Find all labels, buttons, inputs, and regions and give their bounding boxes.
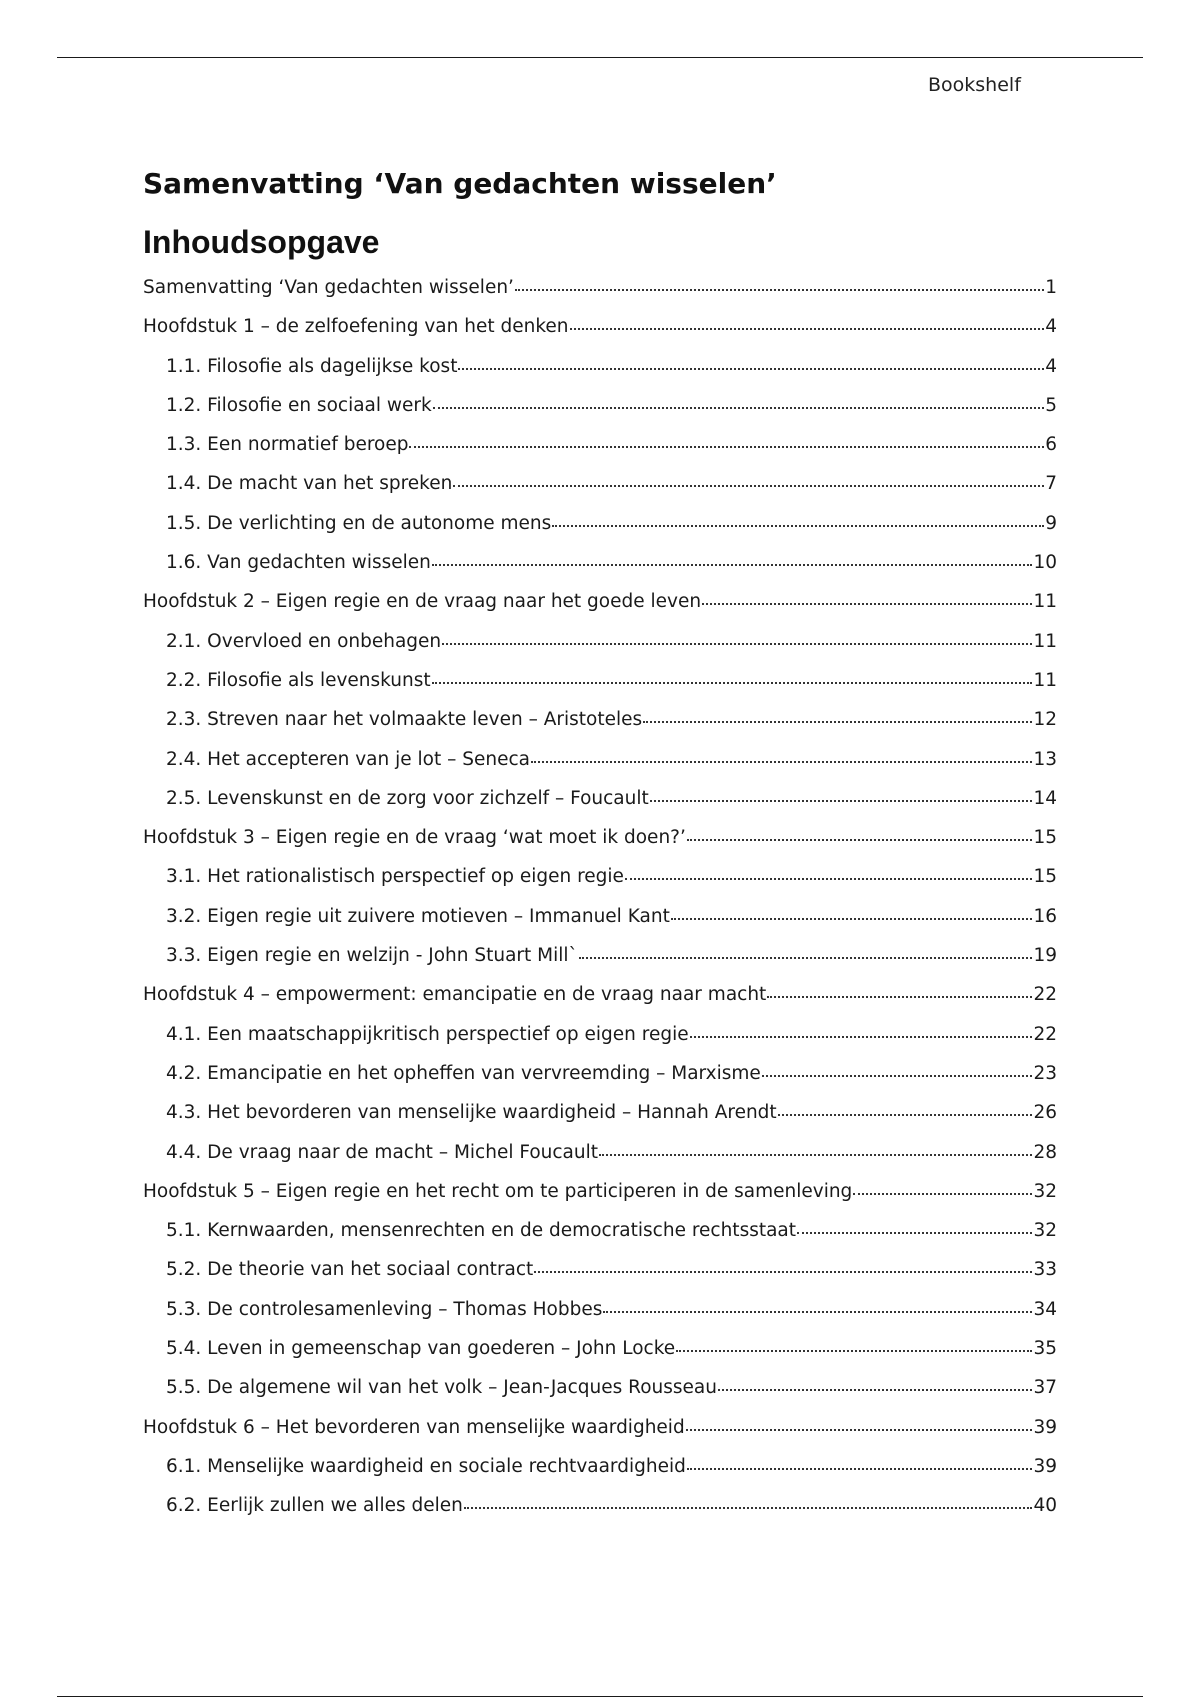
toc-entry-section[interactable] [143, 670, 1057, 709]
toc-dot-leader [778, 1113, 1033, 1116]
toc-entry-chapter[interactable] [143, 316, 1057, 355]
toc-page-number: 32 [1033, 1180, 1057, 1202]
table-of-contents [143, 277, 1057, 1535]
toc-page-number: 9 [1045, 512, 1057, 534]
toc-entry-title: 2.3. Streven naar het volmaakte leven – Aristoteles [166, 709, 643, 731]
toc-dot-leader [687, 838, 1033, 841]
toc-entry-section[interactable] [143, 434, 1057, 473]
toc-entry-chapter[interactable] [143, 984, 1057, 1023]
toc-dot-leader [762, 1074, 1033, 1077]
toc-page-number: 32 [1033, 1220, 1057, 1242]
toc-page-number: 12 [1033, 709, 1057, 731]
toc-dot-leader [442, 642, 1032, 645]
toc-page-number: 11 [1033, 669, 1057, 691]
toc-entry-title: 4.2. Emancipatie en het opheffen van vervreemding – Marxisme [166, 1062, 761, 1084]
toc-dot-leader [671, 917, 1033, 920]
toc-page-number: 22 [1033, 984, 1057, 1006]
toc-dot-leader [409, 445, 1044, 448]
toc-dot-leader [853, 1192, 1032, 1195]
toc-entry-title: 2.2. Filosofie als levenskunst [166, 669, 431, 691]
toc-entry-title: 1.5. De verlichting en de autonome mens [166, 512, 552, 534]
toc-entry-section[interactable] [143, 1259, 1057, 1298]
toc-entry-title: 5.1. Kernwaarden, mensenrechten en de democratische rechtsstaat [166, 1220, 797, 1242]
toc-page-number: 5 [1045, 394, 1057, 416]
toc-entry-section[interactable] [143, 552, 1057, 591]
toc-entry-title: 5.3. De controlesamenleving – Thomas Hobbes [166, 1298, 603, 1320]
toc-dot-leader [702, 602, 1032, 605]
toc-dot-leader [690, 1035, 1033, 1038]
toc-entry-section[interactable] [143, 906, 1057, 945]
toc-entry-section[interactable] [143, 631, 1057, 670]
toc-dot-leader [515, 288, 1044, 291]
toc-entry-title: 1.6. Van gedachten wisselen [166, 552, 431, 574]
toc-dot-leader [552, 524, 1044, 527]
toc-page-number: 35 [1033, 1338, 1057, 1360]
toc-entry-title: 4.4. De vraag naar de macht – Michel Foucault [166, 1141, 599, 1163]
toc-page-number: 15 [1033, 827, 1057, 849]
toc-entry-chapter[interactable] [143, 1181, 1057, 1220]
running-header: Bookshelf [928, 74, 1021, 96]
toc-entry-title: 5.2. De theorie van het sociaal contract [166, 1259, 534, 1281]
toc-entry-title: 3.1. Het rationalistisch perspectief op eigen regie [166, 866, 624, 888]
toc-dot-leader [534, 1270, 1032, 1273]
toc-dot-leader [643, 720, 1032, 723]
toc-entry-chapter[interactable] [143, 827, 1057, 866]
toc-entry-section[interactable] [143, 1456, 1057, 1495]
toc-entry-chapter[interactable] [143, 591, 1057, 630]
toc-page-number: 13 [1033, 748, 1057, 770]
document-title: Samenvatting ‘Van gedachten wisselen’ [143, 167, 777, 200]
toc-entry-title: Hoofdstuk 4 – empowerment: emancipatie en de vraag naar macht [143, 984, 767, 1006]
toc-dot-leader [603, 1310, 1032, 1313]
toc-dot-leader [432, 563, 1033, 566]
toc-page-number: 14 [1033, 787, 1057, 809]
toc-entry-title: 4.1. Een maatschappijkritisch perspectief op eigen regie [166, 1023, 689, 1045]
toc-entry-chapter[interactable] [143, 1417, 1057, 1456]
toc-page-number: 16 [1033, 905, 1057, 927]
toc-page-number: 1 [1045, 277, 1057, 298]
toc-page-number: 23 [1033, 1062, 1057, 1084]
toc-dot-leader [458, 367, 1044, 370]
toc-entry-section[interactable] [143, 1220, 1057, 1259]
toc-entry-title: Hoofdstuk 2 – Eigen regie en de vraag naar het goede leven [143, 591, 702, 613]
toc-dot-leader [718, 1388, 1032, 1391]
toc-entry-section[interactable] [143, 1299, 1057, 1338]
toc-entry-section[interactable] [143, 1338, 1057, 1377]
toc-page-number: 39 [1033, 1416, 1057, 1438]
toc-page-number: 7 [1045, 473, 1057, 495]
toc-entry-title: 1.3. Een normatief beroep [166, 434, 409, 456]
toc-entry-title: Hoofdstuk 3 – Eigen regie en de vraag ‘wat moet ik doen?’ [143, 827, 686, 849]
toc-dot-leader [650, 799, 1033, 802]
toc-page-number: 4 [1045, 316, 1057, 338]
toc-entry-title: Samenvatting ‘Van gedachten wisselen’ [143, 277, 514, 298]
toc-entry-section[interactable] [143, 513, 1057, 552]
toc-entry-title: 3.3. Eigen regie en welzijn - John Stuart Mill` [166, 945, 578, 967]
toc-entry-title: 2.5. Levenskunst en de zorg voor zichzelf – Foucault [166, 787, 649, 809]
toc-page-number: 26 [1033, 1102, 1057, 1124]
toc-dot-leader [579, 956, 1033, 959]
toc-page-number: 11 [1033, 591, 1057, 613]
toc-page-number: 11 [1033, 630, 1057, 652]
toc-entry-section[interactable] [143, 1142, 1057, 1181]
toc-entry-section[interactable] [143, 945, 1057, 984]
toc-entry-title: Hoofdstuk 6 – Het bevorderen van menselijke waardigheid [143, 1416, 685, 1438]
header-rule [57, 57, 1143, 58]
toc-entry-section[interactable] [143, 473, 1057, 512]
toc-entry-section[interactable] [143, 1377, 1057, 1416]
toc-dot-leader [686, 1428, 1033, 1431]
toc-entry-title: 1.4. De macht van het spreken [166, 473, 453, 495]
toc-page-number: 15 [1033, 866, 1057, 888]
toc-dot-leader [797, 1231, 1032, 1234]
toc-entry-title: 1.1. Filosofie als dagelijkse kost [166, 355, 458, 377]
toc-page-number: 19 [1033, 945, 1057, 967]
toc-entry-section[interactable] [143, 1063, 1057, 1102]
toc-page-number: 34 [1033, 1298, 1057, 1320]
toc-page-number: 37 [1033, 1377, 1057, 1399]
toc-entry-section[interactable] [143, 1102, 1057, 1141]
toc-dot-leader [599, 1153, 1032, 1156]
toc-entry-section[interactable] [143, 709, 1057, 748]
toc-entry-title: 6.1. Menselijke waardigheid en sociale rechtvaardigheid [166, 1455, 686, 1477]
toc-entry-title: 6.2. Eerlijk zullen we alles delen [166, 1495, 463, 1517]
toc-page-number: 10 [1033, 552, 1057, 574]
toc-entry-title: 3.2. Eigen regie uit zuivere motieven – Immanuel Kant [166, 905, 670, 927]
toc-dot-leader [687, 1467, 1033, 1470]
toc-dot-leader [767, 995, 1032, 998]
toc-entry-section[interactable] [143, 395, 1057, 434]
toc-entry-section[interactable] [143, 866, 1057, 905]
toc-entry-section[interactable] [143, 788, 1057, 827]
toc-entry-title: 5.4. Leven in gemeenschap van goederen – John Locke [166, 1338, 676, 1360]
toc-page-number: 22 [1033, 1023, 1057, 1045]
toc-dot-leader [531, 760, 1032, 763]
toc-entry-chapter[interactable] [143, 277, 1057, 316]
toc-dot-leader [570, 327, 1045, 330]
toc-entry-title: 2.4. Het accepteren van je lot – Seneca [166, 748, 530, 770]
toc-page-number: 33 [1033, 1259, 1057, 1281]
toc-entry-title: 5.5. De algemene wil van het volk – Jean-Jacques Rousseau [166, 1377, 717, 1399]
toc-dot-leader [676, 1349, 1032, 1352]
toc-page-number: 28 [1033, 1141, 1057, 1163]
toc-dot-leader [433, 406, 1044, 409]
toc-entry-title: Hoofdstuk 1 – de zelfoefening van het denken [143, 316, 569, 338]
toc-dot-leader [464, 1506, 1033, 1509]
toc-entry-section[interactable] [143, 1495, 1057, 1534]
toc-entry-title: 2.1. Overvloed en onbehagen [166, 630, 442, 652]
toc-entry-title: 4.3. Het bevorderen van menselijke waardigheid – Hannah Arendt [166, 1102, 777, 1124]
toc-dot-leader [453, 484, 1044, 487]
toc-entry-title: 1.2. Filosofie en sociaal werk [166, 394, 432, 416]
toc-page-number: 40 [1033, 1495, 1057, 1517]
toc-page-number: 39 [1033, 1455, 1057, 1477]
toc-entry-section[interactable] [143, 1024, 1057, 1063]
toc-page-number: 4 [1045, 355, 1057, 377]
toc-entry-section[interactable] [143, 356, 1057, 395]
toc-entry-title: Hoofdstuk 5 – Eigen regie en het recht om te participeren in de samenleving [143, 1180, 853, 1202]
toc-entry-section[interactable] [143, 749, 1057, 788]
toc-page-number: 6 [1045, 434, 1057, 456]
toc-dot-leader [625, 877, 1033, 880]
toc-dot-leader [432, 681, 1033, 684]
toc-heading: Inhoudsopgave [143, 224, 380, 260]
footer-rule [57, 1696, 1143, 1697]
